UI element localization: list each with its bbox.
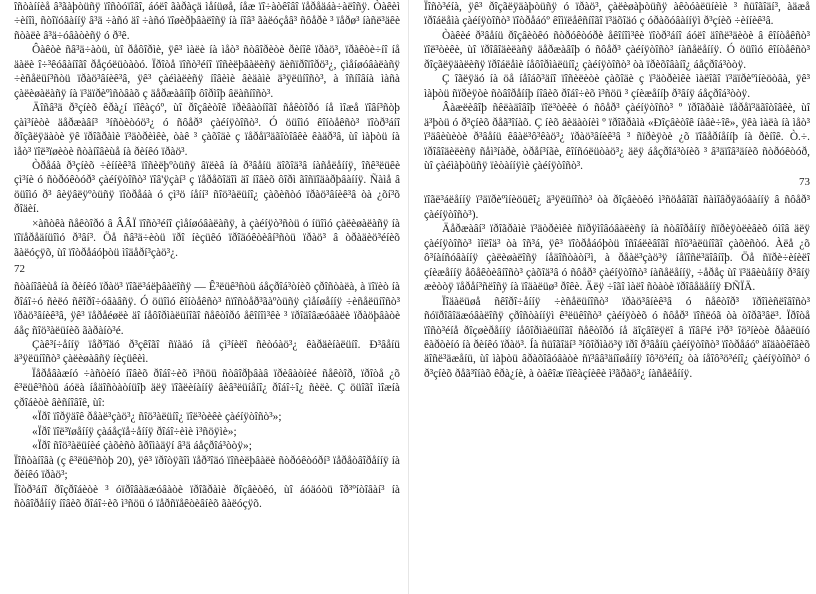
paragraph: ñòàíîâèùå íà ðèíêó ïðàö³ ïîãë³áëþâàëîñÿ — Ê³ëüê³ñòü áåçðîá³òíèõ çðîñòàëà, à ïîïèò íà ðîáî÷ó ñèëó ñêîðî÷óâàâñÿ. Ó öüîìó êîíòåêñò³ ñïîñòåð³ãàºòüñÿ çìåíøåííÿ ÷èñåëüíîñò³ ïðàö³âíèê³â, ÿê³ ïåðåéøëè äî íåôîðìàëüíîãî ñåêòîðó åêîíîì³êè ³ ïðîäîâæóâàëè ïðàöþâàòè áåç ñîö³àëüíèõ ãàðàíò³é. (14, 281, 400, 337)
paragraph: Ïîòð³áíî ðîçðîáèòè ³ óïðîâàäæóâàòè ïðîãðàìè ðîçâèòêó, ùî áóäóòü îð³ºíòîâàí³ íà ñòâîðåííÿ íîâèõ ðîáî÷èõ ì³ñöü ó ïåðñïåêòèâíèõ ãàëóçÿõ. (14, 483, 400, 510)
left-page (14, 0, 400, 594)
quote-list (14, 410, 400, 453)
paragraph: Ïîñò³éíà, ÿê³ ðîçãëÿäàþòüñÿ ó ïðàö³, çàëèøàþòüñÿ àêòóàëüíèìè ³ ñüîãîäí³, àäæå ïðîáëåìà çàéíÿòîñò³ ïîòðåáóº êîìïëåêñíîãî ï³äõîäó ç óðàõóâàííÿì ð³çíèõ ÷èííèê³â. (424, 1, 810, 28)
left-tail-text (14, 454, 400, 512)
quote-item: «Ïðî ïîë³ïøåííÿ çàáåçïå÷åííÿ ðîáî÷èìè ì³ñöÿìè»; (32, 425, 237, 438)
page-number-left: 72 (14, 263, 25, 276)
quote-item: «Ïðî ïîðÿäîê ðåàë³çàö³¿ ñîö³àëüíî¿ ïîë³òèêè çàéíÿòîñò³»; (32, 411, 282, 424)
right-top-text (424, 0, 810, 173)
paragraph: Ïîñòàíîâà (ç ê³ëüê³ñòþ 20), ÿê³ ïðîòÿãîì ïåð³îäó ïîñèëþâàëè ñòðóêòóðí³ ïåðåòâîðåííÿ íà ðèíêó ïðàö³; (14, 454, 400, 482)
page-number-right: 73 (799, 176, 810, 189)
paragraph: Ôàêòè ñâ³ä÷àòü, ùî ðåôîðìè, ÿê³ ìàëè íà ìåò³ ñòâîðèòè ðèíîê ïðàö³, ïðàêòè÷íî íå äàëè î÷³êóâàíîãî ðåçóëüòàòó. Ïðîòå ïîñò³éíî ïîñèëþâàëèñÿ äèñïðîïîðö³¿, çìåíøóâàëàñÿ ÷èñåëüí³ñòü ïðàö³âíèê³â, ÿê³ çàéìàëèñÿ íîâèìè âèäàìè ä³ÿëüíîñò³, à îñíîâíà ìàñà çàëèøàëàñÿ íà ï³äïðèºìñòâàõ ç äåðæàâíîþ ôîðìîþ âëàñíîñò³. (14, 44, 400, 100)
paragraph: Äåðæàâí³ ïðîãðàìè ï³äòðèìêè ñïðÿìîâóâàëèñÿ íà ñòâîðåííÿ ñïðèÿòëèâèõ óìîâ äëÿ çàéíÿòîñò³ ìîëîä³ òà îñ³á, ÿê³ ïîòðåáóþòü îñîáëèâîãî ñîö³àëüíîãî çàõèñòó. Àëå ¿õ ô³íàíñóâàííÿ çàëèøàëîñÿ íåäîñòàòí³ì, à ðåàë³çàö³ÿ íåïîñë³äîâíîþ. Öå ñïðè÷èíèëî çíèæåííÿ åôåêòèâíîñò³ çàõîä³â ó ñôåð³ çàéíÿòîñò³ íàñåëåííÿ, ÷åðåç ùî ï³äâèùåííÿ ð³âíÿ æèòòÿ ïåðåí³ñëîñÿ íà ïîäàëüø³ ðîêè. Äëÿ ÷îãî ìàëî ñòàòè ïðîâåäåííÿ ÐÑÏÄ. (424, 223, 810, 294)
right-bottom-text (424, 193, 810, 381)
paragraph: Òàêèé ð³âåíü ðîçâèòêó ñòðóêòóðè åêîíîì³êè ïîòð³áíî áóëî äîñë³äèòè â êîíòåêñò³ ïîë³òèêè, ùî ïðîâîäèëàñÿ äåðæàâîþ ó ñôåð³ çàéíÿòîñò³ íàñåëåííÿ. Ó öüîìó êîíòåêñò³ ðîçãëÿäàëèñÿ ïðîáëåìè íåôîðìàëüíî¿ çàéíÿòîñò³ òà ïðèõîâàíî¿ áåçðîá³òòÿ. (424, 29, 810, 71)
paragraph: ×àñòêà ñåêòîðó â ÂÂÏ ïîñò³éíî çìåíøóâàëàñÿ, à çàéíÿò³ñòü ó íüîìó çàëèøàëàñÿ íà ïîïåðåäíüîìó ð³âí³. Öå ñâ³ä÷èòü ïðî íèçüêó ïðîäóêòèâí³ñòü ïðàö³ â òðàäèö³éíèõ ãàëóçÿõ, ùî ïîòðåáóþòü ìîäåðí³çàö³¿. (14, 217, 400, 259)
paragraph: Òðåáà ð³çíèõ ÷èííèê³â ïîñèëþºòüñÿ âïëèâ íà ð³âåíü äîõîä³â íàñåëåííÿ, îñê³ëüêè çì³íè ó ñòðóêòóð³ çàéíÿòîñò³ ïîâ'ÿçàí³ ç ïåðåõîäîì äî íîâèõ ôîðì ãîñïîäàðþâàííÿ. Ñàìå â öüîìó ð³ âèÿâëÿºòüñÿ ïîòðåáà ó çì³ö íåíí³ ñîö³àëüíî¿ çàõèñòó ïðàö³âíèê³â òà ¿õí³õ ðîäèí. (14, 159, 400, 216)
left-bottom-text (14, 280, 400, 410)
paragraph: Ç îãëÿäó íà öå íåîáõ³äíî ïîñèëèòè çàõîäè ç ï³äòðèìêè ìàëîãî ï³äïðèºìíèöòâà, ÿê³ ìàþòü ñïðèÿòè ñòâîðåííþ íîâèõ ðîáî÷èõ ì³ñöü ³ çíèæåííþ ð³âíÿ áåçðîá³òòÿ. (424, 73, 810, 100)
paragraph: Äîñâ³ä ð³çíèõ êðà¿í ïîêàçóº, ùî ðîçâèòîê ïðèâàòíîãî ñåêòîðó íå ìîæå ïîâí³ñòþ çàì³íèòè äåðæàâí³ ³íñòèòóö³¿ ó ñôåð³ çàéíÿòîñò³. Ó öüîìó êîíòåêñò³ ïîòð³áíî ðîçãëÿäàòè ÿê ïðîãðàìè ï³äòðèìêè, òàê ³ çàõîäè ç ïåðåï³äãîòîâêè êàäð³â, ùî ìàþòü íà ìåò³ ïîë³ïøèòè ñòàíîâèùå íà ðèíêó ïðàö³. (14, 102, 400, 158)
paragraph: Âàæëèâîþ ñêëàäîâîþ ïîë³òèêè ó ñôåð³ çàéíÿòîñò³ º ïðîãðàìè ïåðåï³äãîòîâêè, ùî ä³þòü ó ð³çíèõ ðåã³îíàõ. Ç íèõ âèäàòíèì º ïðîãðàìà «Ðîçâèòîê íàâè÷îê», ÿêà ìàëà íà ìåò³ ï³äâèùèòè ð³âåíü êâàë³ô³êàö³¿ ïðàö³âíèê³â ³ ñïðèÿòè ¿õ ïîâåðíåííþ íà ðèíîê. Ò.÷. ïðîâîäèëèñÿ ñåì³íàðè, òðåí³íãè, êîíñóëüòàö³¿ äëÿ áåçðîá³òíèõ ³ â³äïîâ³äíèõ ñòðóêòóð, ùî çàéìàþòüñÿ ïèòàííÿìè çàéíÿòîñò³. (424, 102, 810, 172)
right-page (424, 0, 810, 594)
left-top-text (14, 0, 400, 260)
paragraph: Çàê³í÷åííÿ ïåð³îäó ð³çêîãî ñïàäó íå çì³íèëî ñèòóàö³¿ êàðäèíàëüíî. Ð³âåíü ä³ÿëüíîñò³ çàëèøàâñÿ íèçüêèì. (14, 338, 400, 366)
quote-item: «Ïðî ñîö³àëüíèé çàõèñò ãðîìàäÿí â³ä áåçðîá³òòÿ»; (32, 440, 252, 453)
paragraph: Ïîäàëüøå ñêîðî÷åííÿ ÷èñåëüíîñò³ ïðàö³âíèê³â ó ñåêòîð³ ïðîìèñëîâîñò³ ñóïðîâîäæóâàëîñÿ çðîñòàííÿì ê³ëüêîñò³ çàéíÿòèõ ó ñôåð³ ïîñëóã òà òîðã³âë³. Ïðîòå ïîñò³éíå ðîçøèðåííÿ íåôîðìàëüíîãî ñåêòîðó íå äîçâîëÿëî â ïîâí³é ì³ð³ îö³íèòè ðåàëüíó êàðòèíó íà ðèíêó ïðàö³. Íà ñüîãîäí³ ³íôîðìàö³ÿ ïðî ð³âåíü çàéíÿòîñò³ ïîòðåáóº äîäàòêîâèõ äîñë³äæåíü, ùî ìàþòü âðàõîâóâàòè ñï³ââ³äíîøåííÿ îô³ö³éíî¿ òà íåîô³ö³éíî¿ çàéíÿòîñò³ ó ð³çíèõ ðåã³îíàõ êðà¿íè, à òàêîæ ïîêàçíèêè ì³ãðàö³¿ íàñåëåííÿ. (424, 295, 810, 380)
paragraph: îñòàííèå â³ãàþòüñÿ ïîñòóïîâî, áóëî ãàðàçä ìåíüøå, íåæ ïî÷àòêîâî ïåðåäáà÷àëîñÿ. Òàêèì ÷èíîì, ñòîïóâàííÿ â³ä ÷àñó äî ÷àñó ïîøèðþâàëîñÿ íà íîâ³ ãàëóçåâ³ ñôåðè ³ ïåðø³ íàñë³äêè ñòàëè â³ä÷óâàòèñÿ ó ð³ê. (14, 1, 400, 42)
paragraph: ïîãë³áëåííÿ ï³äïðèºìíèöüêî¿ ä³ÿëüíîñò³ òà ðîçâèòêó ì³ñöåâîãî ñàìîâðÿäóâàííÿ â ñôåð³ çàéíÿòîñò³). (424, 194, 810, 221)
paragraph: Ïåðåâàæíó ÷àñòèíó íîâèõ ðîáî÷èõ ì³ñöü ñòâîðþâàâ ïðèâàòíèé ñåêòîð, ïðîòå ¿õ ê³ëüê³ñòü áóëà íåäîñòàòíüîþ äëÿ ïîãëèíàííÿ âèâ³ëüíåíî¿ ðîáî÷î¿ ñèëè. Ç öüîãî ìîæíà çðîáèòè âèñíîâîê, ùî: (14, 367, 400, 409)
page-gutter (408, 0, 409, 594)
